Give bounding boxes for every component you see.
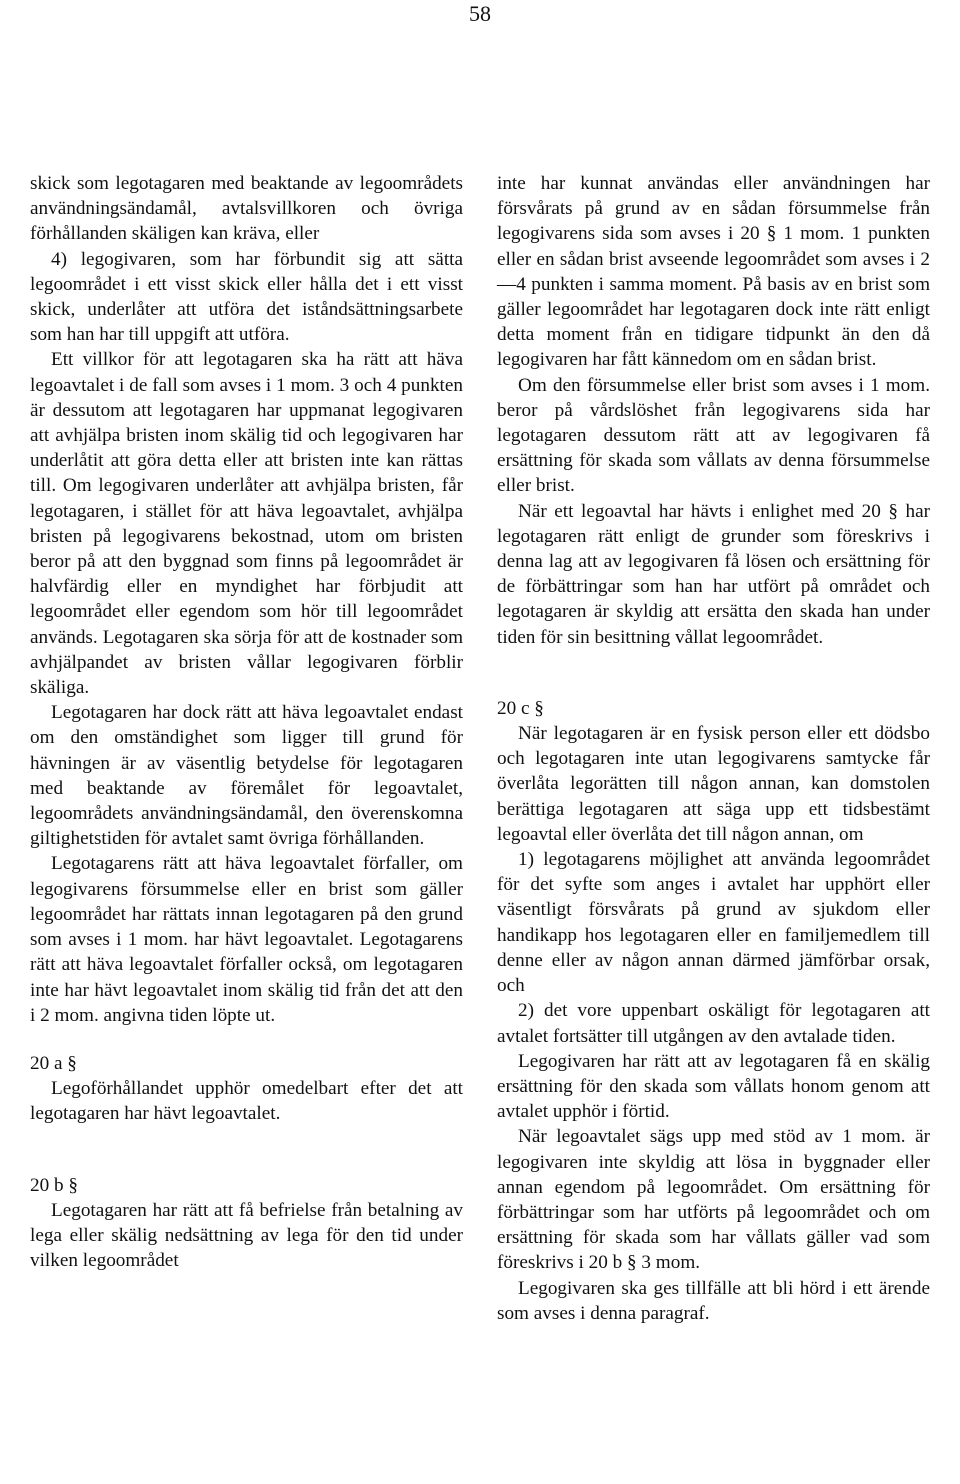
right-paragraph-9: Legogivaren ska ges tillfälle att bli hörd i ett ärende som avses i denna paragraf. xyxy=(497,1277,930,1324)
right-paragraph-5: 1) legotagarens möjlighet att använda legoområdet för det syfte som anges i avtalet har upphört eller väsentligt försvårats på grund av sjukdom eller handikapp hos legotagaren eller en familjemedlem till denne eller av någon annan därmed jämförbar orsak, och xyxy=(497,849,930,997)
left-paragraph-6: Legoförhållandet upphör omedelbart efter det att legotagaren har hävt legoavtalet. xyxy=(30,1078,463,1125)
right-column xyxy=(497,171,930,1326)
right-paragraph-6: 2) det vore uppenbart oskäligt för legotagaren att avtalet fortsätter till utgången av den avtalade tiden. xyxy=(497,1000,930,1047)
spacer xyxy=(30,1127,463,1173)
right-paragraph-2: Om den försummelse eller brist som avses i 1 mom. beror på vårdslöshet från legogivarens sida har legotagaren dessutom rätt att av legogivaren få ersättning för skada som vållats av denna försummelse eller brist. xyxy=(497,374,930,497)
left-paragraph-1: skick som legotagaren med beaktande av legoområdets användningsändamål, avtalsvillkoren och övriga förhållanden skäligen kan kräva, eller xyxy=(30,173,463,245)
left-paragraph-7: Legotagaren har rätt att få befrielse från betalning av lega eller skälig nedsättning av lega för den tid under vilken legoområdet xyxy=(30,1199,463,1272)
page-number: 58 xyxy=(469,1,491,26)
spacer xyxy=(30,1028,463,1051)
left-paragraph-5: Legotagarens rätt att häva legoavtalet förfaller, om legogivarens försummelse eller en brist som gäller legoområdet har rättats innan legotagaren på den grund som avses i 1 mom. har hävt legoavtalet. Legotagarens rätt att häva legoavtalet förfaller också, om legotagaren inte har hävt legoavtalet inom skälig tid från det att den i 2 mom. angivna tiden löpte ut. xyxy=(30,853,463,1026)
right-paragraph-8: När legoavtalet sägs upp med stöd av 1 mom. är legogivaren inte skyldig att lösa in byggnader eller annan egendom på legoområdet. Om ersättning för förbättringar som har utförts på legoområdet och om ersättning för skada som har vållats gäller vad som föreskrivs i 20 b § 3 mom. xyxy=(497,1126,930,1274)
right-paragraph-4: När legotagaren är en fysisk person eller ett dödsbo och legotagaren inte utan legogivarens samtycke får överlåta legorätten till någon annan, kan domstolen berättiga legotagaren att säga upp ett tidsbestämt legoavtal eller överlåta det till någon annan, om xyxy=(497,723,930,845)
section-heading-20c: 20 c § xyxy=(497,697,544,719)
right-paragraph-1: inte har kunnat användas eller användningen har försvårats på grund av en sådan försummelse från legogivarens sida som avses i 20 § 1 mom. 1 punkten eller en sådan brist avseende legoområdet som avses i 2—4 punkten i samma moment. På basis av en brist som gäller legoområdet har legotagaren dock inte rätt enligt detta moment från en tidigare tidpunkt än den då legogivaren har fått kännedom om en sådan brist. xyxy=(497,173,930,371)
left-paragraph-2: 4) legogivaren, som har förbundit sig att sätta legoområdet i ett visst skick eller hålla det i ett visst skick, underlåter att utföra det iståndsättningsarbete som han har till uppgift att utföra. xyxy=(30,248,463,346)
left-paragraph-3: Ett villkor för att legotagaren ska ha rätt att häva legoavtalet i de fall som avses i 1 mom. 3 och 4 punkten är dessutom att legotagaren har uppmanat legogivaren att avhjälpa bristen inom skälig tid och legogivaren har underlåtit att göra detta eller att bristen inte kan rättas till. Om legogivaren underlåter att avhjälpa bristen, får legotagaren, i stället för att häva legoavtalet, avhjälpa bristen på legogivarens bekostnad, utom om bristen beror på att den byggnad som finns på legoområdet är halvfärdig eller en myndighet har förbjudit att legoområdet eller egendom som hör till legoområdet används. Legotagaren ska sörja för att de kostnader som avhjälpandet av bristen vållar legogivaren förblir skäliga. xyxy=(30,349,463,699)
section-heading-20a: 20 a § xyxy=(30,1052,77,1074)
section-heading-20b: 20 b § xyxy=(30,1174,78,1196)
right-paragraph-7: Legogivaren har rätt att av legotagaren få en skälig ersättning för den skada som vållats honom genom att avtalet upphör i förtid. xyxy=(497,1050,930,1123)
right-paragraph-3: När ett legoavtal har hävts i enlighet med 20 § har legotagaren rätt enligt de grunder som föreskrivs i denna lag att av legogivaren få lösen och ersättning för de förbättringar som han har utfört på området och legotagaren är skyldig att ersätta den skada han under tiden för sin besittning vållat legoområdet. xyxy=(497,500,930,648)
left-column xyxy=(30,171,463,1273)
spacer xyxy=(497,650,930,696)
left-paragraph-4: Legotagaren har dock rätt att häva legoavtalet endast om den omständighet som ligger till grund för hävningen är av väsentlig betydelse för legotagaren med beaktande av föremålet för legoavtalet, legoområdets användningsändamål, den överenskomna giltighetstiden för avtalet samt övriga förhållanden. xyxy=(30,702,463,850)
